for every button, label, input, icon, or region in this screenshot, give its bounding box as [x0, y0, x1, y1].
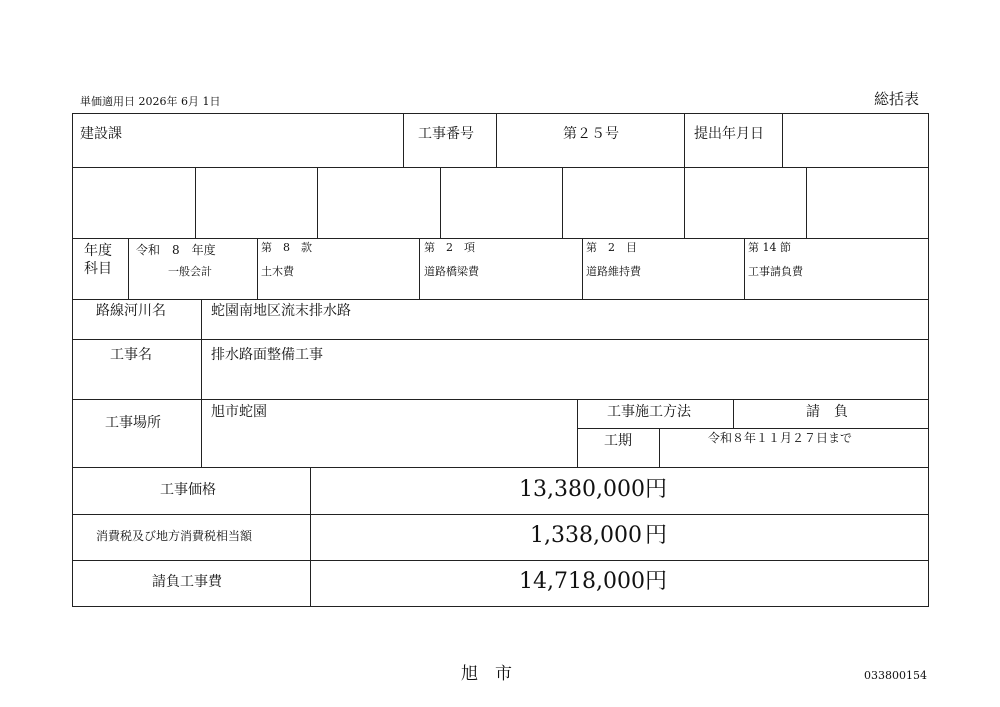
tax-value: 1,338,000 [530, 523, 642, 548]
total-label: 請負工事費 [152, 574, 222, 590]
budget-setsu-name: 工事請負費 [748, 265, 803, 278]
project-no-label: 工事番号 [418, 126, 474, 142]
budget-year: 令和 8 年度 [136, 243, 216, 257]
price-currency: 円 [645, 477, 668, 502]
department-label: 建設課 [80, 126, 122, 142]
period-value: 令和８年１１月２７日まで [708, 431, 853, 445]
budget-label-subject: 科目 [84, 261, 112, 277]
budget-kou: 第 2 項 [424, 241, 475, 254]
footer-city: 旭 市 [461, 664, 512, 684]
unit-price-date: 単価適用日 2026年 6月 1日 [80, 95, 221, 108]
budget-moku: 第 2 目 [586, 241, 637, 254]
location-label: 工事場所 [105, 415, 161, 431]
doc-type-title: 総括表 [874, 90, 920, 108]
method-value: 請 負 [806, 404, 848, 420]
total-value: 14,718,000 [519, 569, 645, 594]
period-label: 工期 [604, 433, 632, 449]
budget-label-year: 年度 [84, 243, 112, 259]
submit-date-label: 提出年月日 [694, 126, 764, 142]
method-label: 工事施工方法 [607, 404, 691, 420]
budget-kan: 第 8 款 [261, 241, 312, 254]
location-value: 旭市蛇園 [211, 404, 267, 420]
budget-account: 一般会計 [168, 265, 212, 278]
budget-setsu: 第 14 節 [748, 241, 791, 254]
route-label: 路線河川名 [96, 303, 166, 319]
tax-label: 消費税及び地方消費税相当額 [96, 529, 253, 543]
budget-kou-name: 道路橋梁費 [424, 265, 479, 278]
project-no-value: 第２５号 [563, 126, 619, 142]
budget-kan-name: 土木費 [261, 265, 294, 278]
footer-code: 033800154 [864, 669, 927, 682]
price-value: 13,380,000 [519, 477, 645, 502]
route-value: 蛇園南地区流末排水路 [211, 303, 351, 319]
blank-stamp-row [72, 167, 929, 239]
price-label: 工事価格 [160, 482, 216, 498]
total-currency: 円 [645, 569, 668, 594]
project-name-value: 排水路面整備工事 [211, 347, 323, 363]
tax-currency: 円 [645, 523, 668, 548]
project-name-label: 工事名 [110, 347, 152, 363]
budget-moku-name: 道路維持費 [586, 265, 641, 278]
